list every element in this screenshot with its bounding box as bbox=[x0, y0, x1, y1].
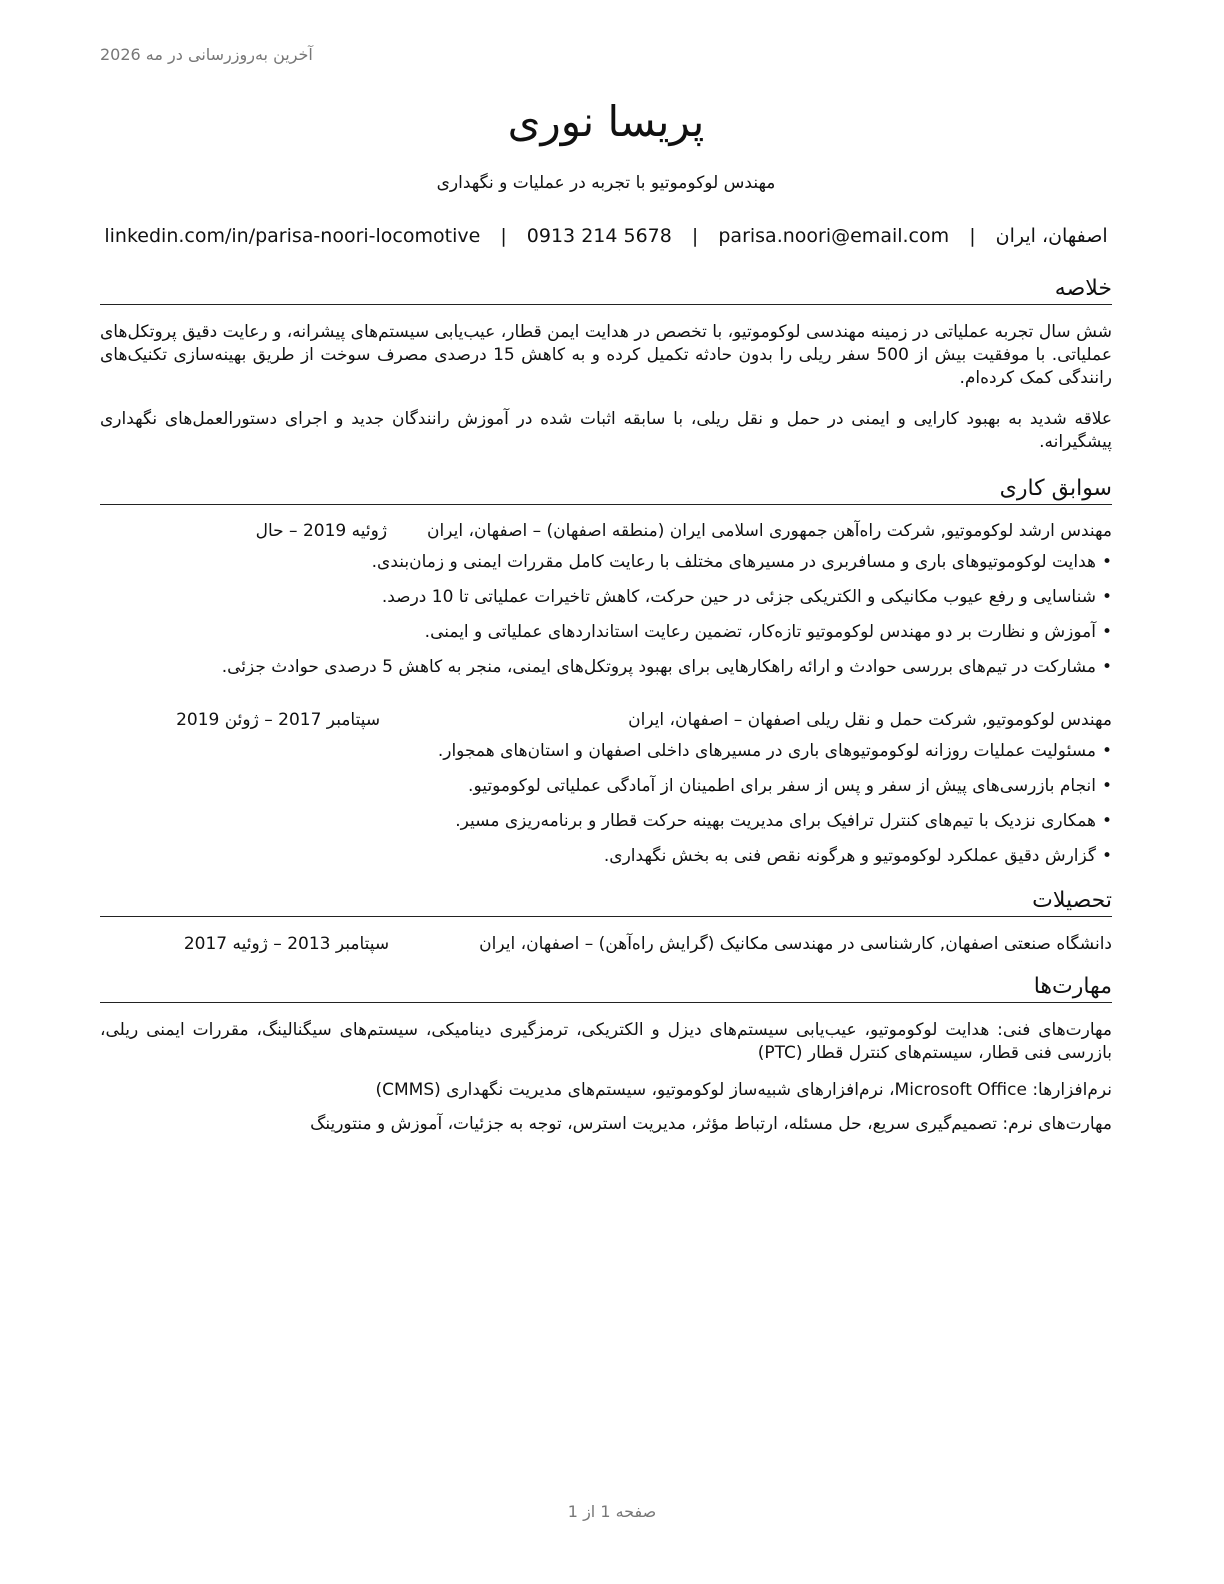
contact-separator: | bbox=[500, 225, 507, 247]
job-title: مهندس لوکوموتیو, شرکت حمل و نقل ریلی اصفهان – اصفهان، ایران bbox=[628, 710, 1112, 730]
section-title-summary: خلاصه bbox=[100, 274, 1112, 305]
contact-location: اصفهان، ایران bbox=[995, 225, 1108, 247]
contact-email[interactable]: parisa.noori@email.com bbox=[718, 225, 950, 247]
education-entry bbox=[100, 931, 1112, 957]
list-item: •گزارش دقیق عملکرد لوکوموتیو و هرگونه نقص فنی به بخش نگهداری. bbox=[603, 846, 1112, 866]
list-item: •هدایت لوکوموتیوهای باری و مسافربری در مسیرهای مختلف با رعایت کامل مقررات ایمنی و زمان‌بندی. bbox=[371, 552, 1112, 572]
summary-paragraph: علاقه شدید به بهبود کارایی و ایمنی در حمل و نقل ریلی، با سابقه اثبات شده در آموزش رانندگان جدید و اجرای دستورالعمل‌های نگهداری پیشگیرانه. bbox=[100, 409, 1112, 452]
section-title-education: تحصیلات bbox=[100, 886, 1112, 917]
list-item: •انجام بازرسی‌های پیش از سفر و پس از سفر برای اطمینان از آمادگی عملیاتی لوکوموتیو. bbox=[468, 776, 1112, 796]
last-updated-note: آخرین به‌روزرسانی در مه 2026 bbox=[100, 45, 313, 64]
page-number: صفحه 1 از 1 bbox=[567, 1502, 657, 1521]
list-item: •شناسایی و رفع عیوب مکانیکی و الکتریکی جزئی در حین حرکت، کاهش تاخیرات عملیاتی تا 10 درصد. bbox=[381, 587, 1112, 607]
list-item: •همکاری نزدیک با تیم‌های کنترل ترافیک برای مدیریت بهینه حرکت قطار و برنامه‌ریزی مسیر. bbox=[455, 811, 1112, 831]
job-header bbox=[100, 518, 1112, 544]
list-item: •مسئولیت عملیات روزانه لوکوموتیوهای باری در مسیرهای داخلی اصفهان و استان‌های همجوار. bbox=[437, 741, 1112, 761]
summary-paragraph: شش سال تجربه عملیاتی در زمینه مهندسی لوکوموتیو، با تخصص در هدایت ایمن قطار، عیب‌یابی سیستم‌های پیشرانه، و رعایت دقیق پروتکل‌های عملیاتی. با موفقیت بیش از 500 سفر ریلی را بدون حادثه تکمیل کرده و به کاهش 15 درصدی مصرف سوخت از طریق بهینه‌سازی تکنیک‌های رانندگی کمک کرده‌ام. bbox=[100, 322, 1112, 388]
candidate-name: پریسا نوری bbox=[507, 97, 705, 146]
job-dates: ژوئیه 2019 – حال bbox=[255, 521, 388, 541]
section-title-experience: سوابق کاری bbox=[100, 474, 1112, 505]
job-bullets bbox=[100, 545, 1112, 685]
contact-phone: 0913 214 5678 bbox=[526, 225, 672, 247]
job-title: مهندس ارشد لوکوموتیو, شرکت راه‌آهن جمهوری اسلامی ایران (منطقه اصفهان) – اصفهان، ایران bbox=[427, 521, 1112, 541]
contact-separator: | bbox=[691, 225, 699, 247]
list-item: •آموزش و نظارت بر دو مهندس لوکوموتیو تازه‌کار، تضمین رعایت استانداردهای عملیاتی و ایمنی. bbox=[424, 622, 1112, 642]
job-bullets bbox=[100, 734, 1112, 874]
education-title: دانشگاه صنعتی اصفهان, کارشناسی در مهندسی مکانیک (گرایش راه‌آهن) – اصفهان، ایران bbox=[479, 934, 1112, 954]
job-header bbox=[100, 707, 1112, 733]
skills-software: نرم‌افزارها: Microsoft Office، نرم‌افزارهای شبیه‌ساز لوکوموتیو، سیستم‌های مدیریت نگهداری (CMMS) bbox=[375, 1080, 1112, 1100]
contact-line bbox=[100, 222, 1112, 250]
skills-technical: مهارت‌های فنی: هدایت لوکوموتیو، عیب‌یابی سیستم‌های دیزل و الکتریکی، ترمزگیری دینامیکی، سیستم‌های سیگنالینگ، مقررات ایمنی ریلی، بازرسی فنی قطار، سیستم‌های کنترل قطار (PTC) bbox=[100, 1020, 1112, 1063]
job-dates: سپتامبر 2017 – ژوئن 2019 bbox=[176, 710, 381, 730]
contact-separator: | bbox=[969, 225, 976, 247]
section-title-skills: مهارت‌ها bbox=[100, 972, 1112, 1003]
education-dates: سپتامبر 2013 – ژوئیه 2017 bbox=[183, 934, 390, 954]
list-item: •مشارکت در تیم‌های بررسی حوادث و ارائه راهکارهایی برای بهبود پروتکل‌های ایمنی، منجر به کاهش 5 درصدی حوادث جزئی. bbox=[221, 657, 1112, 677]
candidate-subtitle: مهندس لوکوموتیو با تجربه در عملیات و نگهداری bbox=[436, 173, 776, 193]
contact-linkedin[interactable]: linkedin.com/in/parisa-noori-locomotive bbox=[104, 225, 481, 247]
skills-soft: مهارت‌های نرم: تصمیم‌گیری سریع، حل مسئله، ارتباط مؤثر، مدیریت استرس، توجه به جزئیات، آموزش و منتورینگ bbox=[310, 1114, 1112, 1134]
